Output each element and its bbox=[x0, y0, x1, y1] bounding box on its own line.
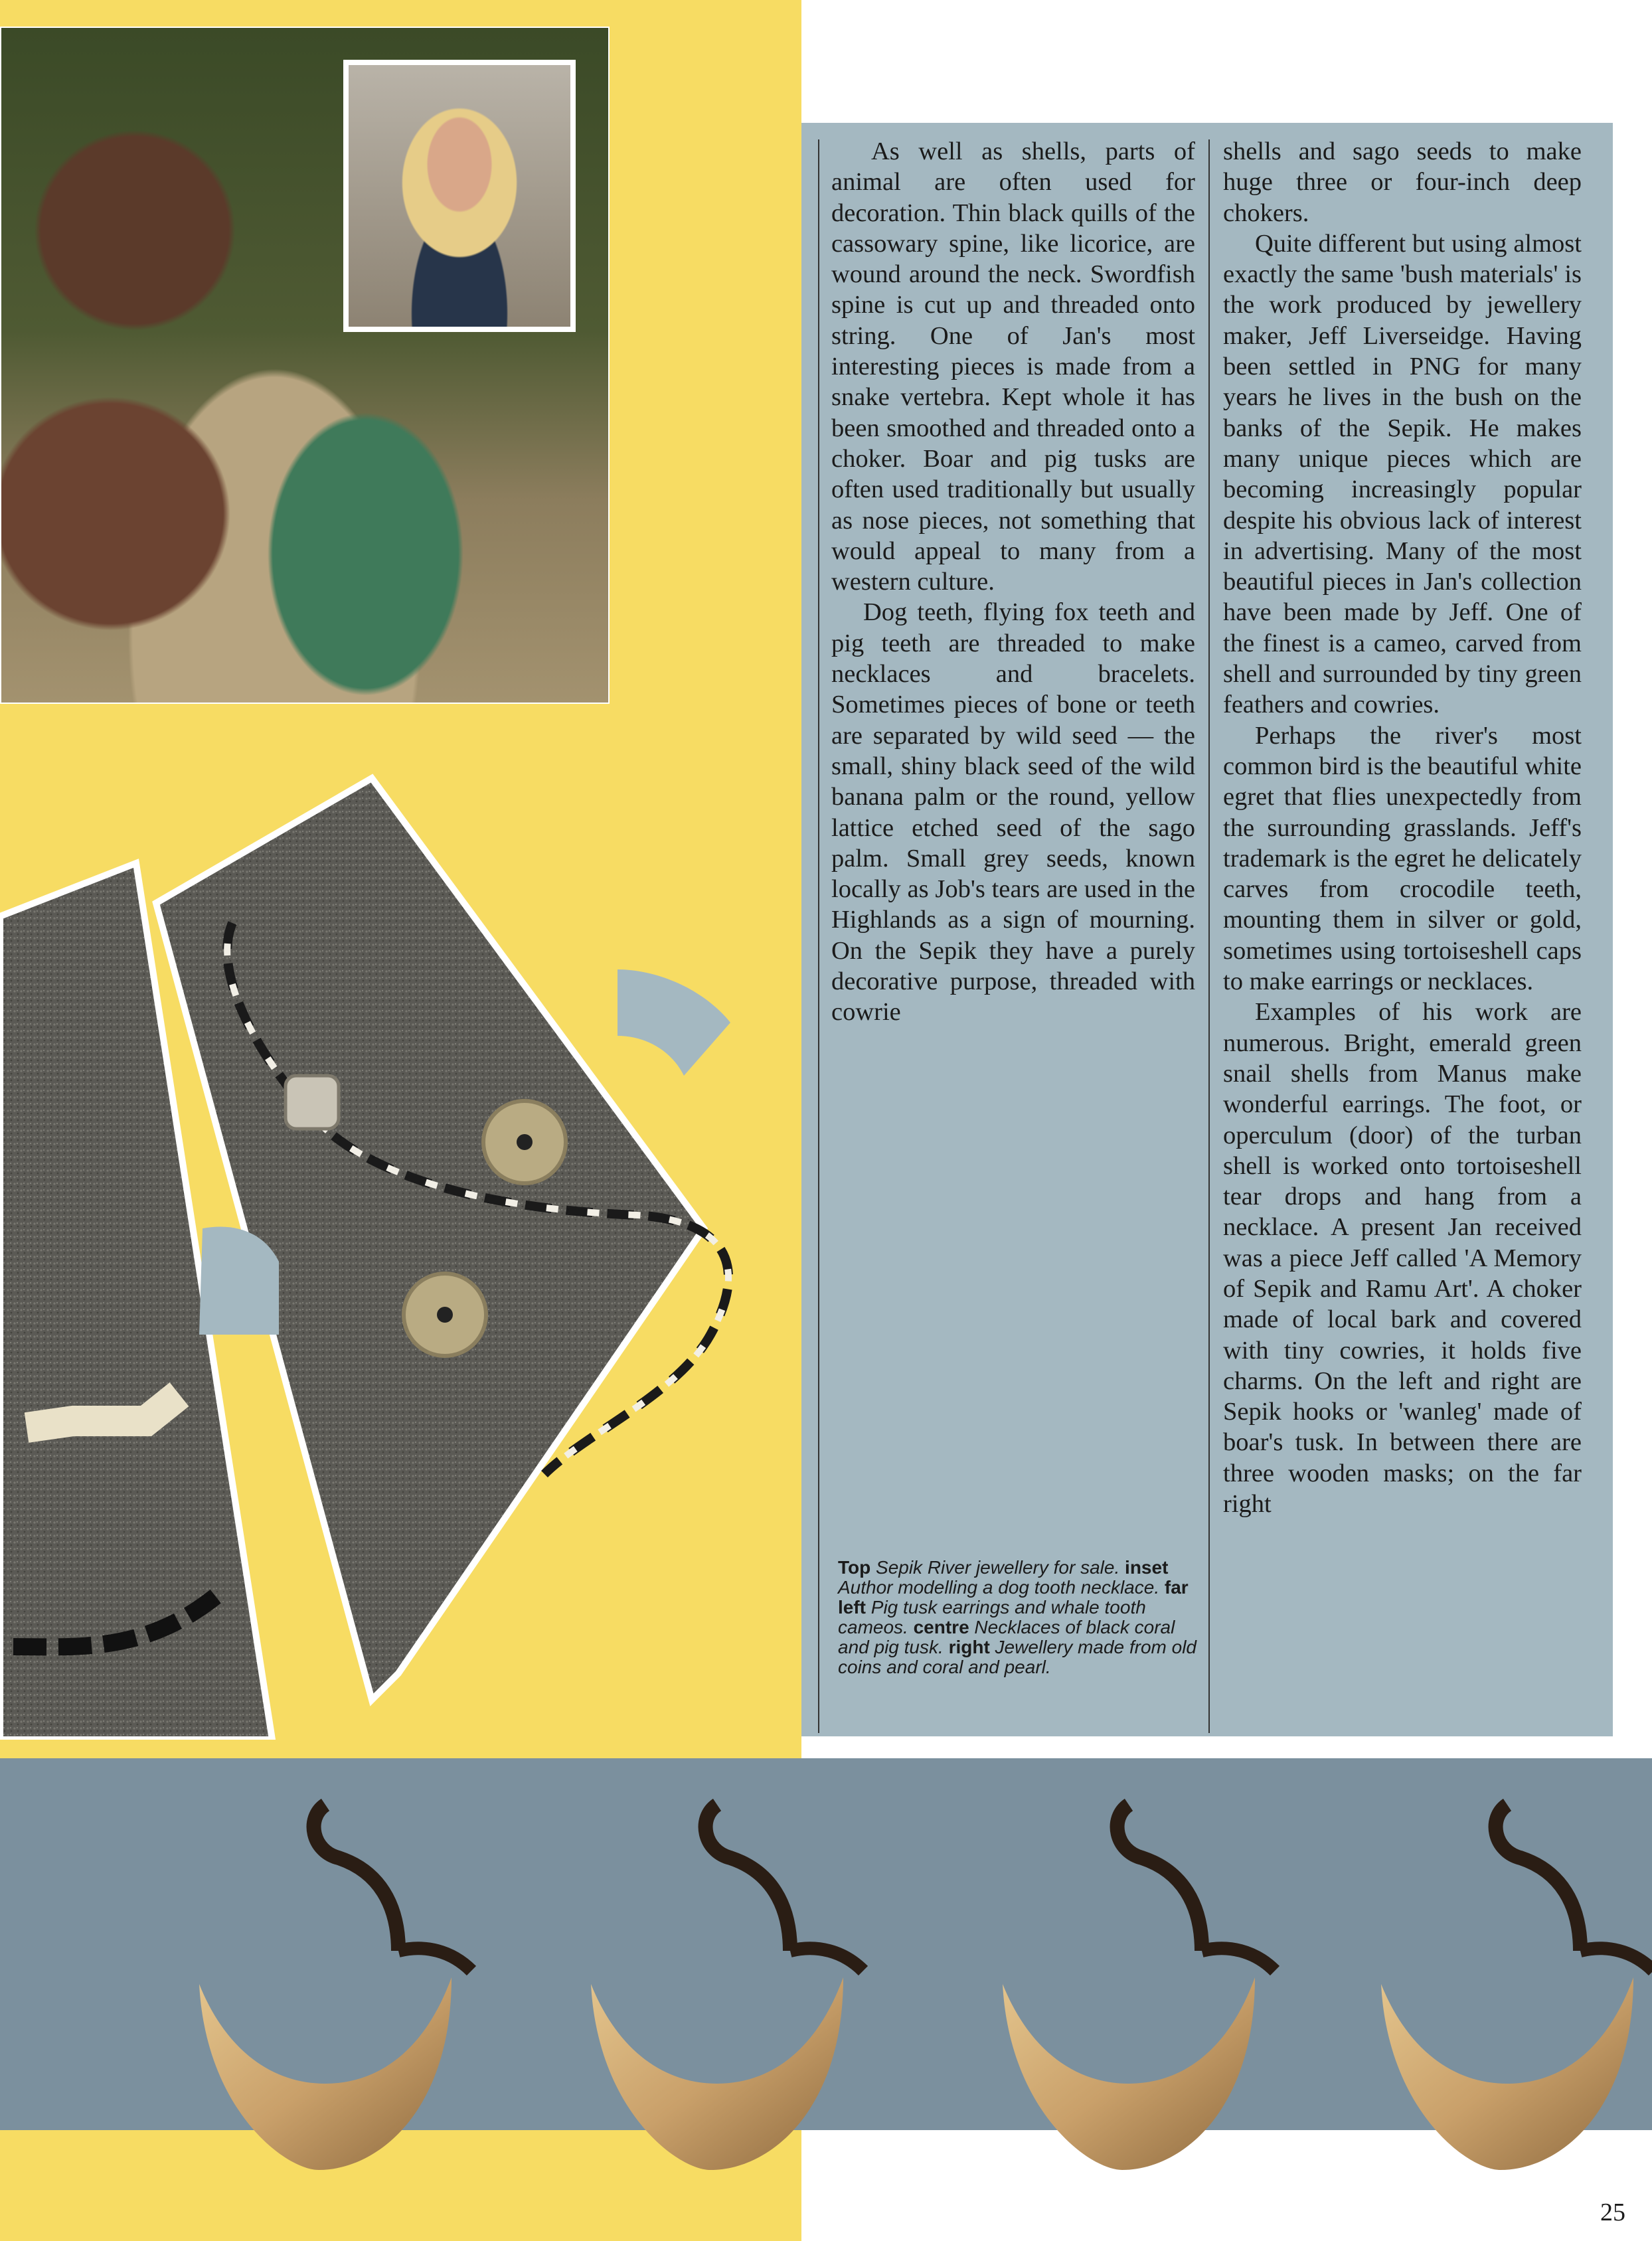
page-number: 25 bbox=[1600, 2199, 1625, 2226]
article-column-right bbox=[1223, 136, 1582, 1519]
shell-necklace-image bbox=[1003, 1805, 1275, 2170]
column-rule-left bbox=[818, 139, 819, 1733]
caption-text-top: Sepik River jewellery for sale. bbox=[870, 1557, 1125, 1578]
caption-label-top: Top bbox=[838, 1557, 871, 1578]
caption-label-centre: centre bbox=[913, 1617, 969, 1637]
shell-necklaces bbox=[0, 1758, 1652, 2241]
paragraph: As well as shells, parts of animal are often used for decoration. Thin black quills of the cassowary spine, like licorice, are wound around the neck. Swordfish spine is cut up and threaded onto string. One of Jan's most interesting pieces is made from a snake vertebra. Kept whole it has been smoothed and threaded onto a choker. Boar and pig tusks are often used traditionally but usually as nose pieces, not something that would appeal to many from a western culture. bbox=[831, 137, 1195, 596]
caption-label-right: right bbox=[948, 1637, 990, 1657]
photo-corner-tab bbox=[618, 969, 730, 1076]
paragraph: Examples of his work are numerous. Bright, emerald green snail shells from Manus make wonderful earrings. The foot, or operculum (door) of the turban shell is worked onto tortoiseshell tear drops and hang from a necklace. A present Jan received was a piece Jeff called 'A Memory of Sepik and Ramu Art'. A choker made of local bark and covered with tiny cowries, it holds five charms. On the left and right are Sepik hooks or 'wanleg' made of boar's tusk. In between there are three wooden masks; on the far right bbox=[1223, 998, 1582, 1519]
paragraph: Quite different but using almost exactly the same 'bush materials' is the work produced by jewellery maker, Jeff Liverseidge. Having been settled in PNG for many years he lives in the bush on the banks of the Sepik. He makes many unique pieces which are becoming increasingly popular despite his obvious lack of interest in advertising. Many of the most beautiful pieces in Jan's collection have been made by Jeff. One of the finest is a cameo, carved from shell and surrounded by tiny green feathers and cowries. bbox=[1223, 229, 1582, 719]
jewellery-photos bbox=[0, 770, 797, 1740]
paragraph: shells and sago seeds to make huge three or four-inch deep chokers. bbox=[1223, 137, 1582, 227]
shell-necklace-image bbox=[1381, 1805, 1652, 2170]
caption-label-inset: inset bbox=[1125, 1557, 1169, 1578]
photo-inset-author bbox=[343, 60, 576, 332]
column-rule-middle bbox=[1208, 139, 1210, 1733]
caption-label-far-left: far left bbox=[838, 1577, 1189, 1618]
photo-caption bbox=[838, 1558, 1197, 1677]
caption-text-centre: Necklaces of black coral and pig tusk. bbox=[838, 1617, 1175, 1657]
article-column-left bbox=[831, 136, 1195, 1028]
shell-necklace-image bbox=[199, 1805, 471, 2170]
caption-text-far-left: Pig tusk earrings and whale tooth cameos. bbox=[838, 1597, 1146, 1637]
shell-necklace-image bbox=[591, 1805, 863, 2170]
caption-text-inset: Author modelling a dog tooth necklace. bbox=[838, 1577, 1165, 1598]
paragraph: Dog teeth, flying fox teeth and pig teeth are threaded to make necklaces and bracelets. Sometimes pieces of bone or teeth are separated by wild seed — the small, shiny black seed of the wild banana palm or the round, yellow lattice etched seed of the sago palm. Small grey seeds, known locally as Job's tears are used in the Highlands as a sign of mourning. On the Sepik they have a purely decorative purpose, threaded with cowrie bbox=[831, 598, 1195, 1027]
caption-text-right: Jewellery made from old coins and coral and pearl. bbox=[838, 1637, 1197, 1677]
paragraph: Perhaps the river's most common bird is the beautiful white egret that flies unexpectedly from the surrounding grasslands. Jeff's trademark is the egret he delicately carves from crocodile teeth, mounting them in silver or gold, sometimes using tortoiseshell caps to make earrings or necklaces. bbox=[1223, 721, 1582, 996]
